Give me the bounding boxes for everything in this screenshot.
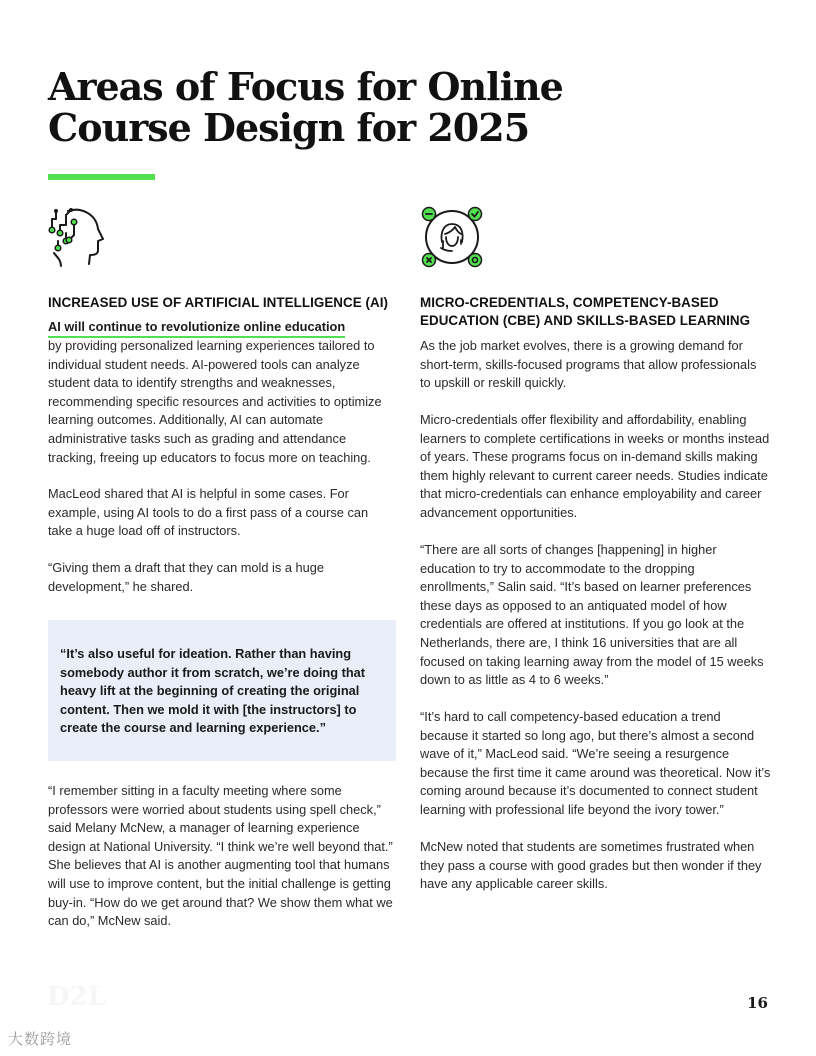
ai-paragraph-1: by providing personalized learning experiences tailored to individual student needs. AI-powered tools can analyze student data to identify strengths and weaknesses, recommending specific resources and activities to optimize learning outcomes. Additionally, AI can automate administrative tasks such as grading and attendance tracking, freeing up educators to focus more on teaching.	[48, 338, 382, 465]
cred-paragraph-3: “There are all sorts of changes [happening] in higher education to try to accommodate to the dropping enrollments,” Salin said. “It’s based on learner preferences these days as opposed to an antiquated model of how credentials are offered at institutions. If you go look at the Netherlands, there are, I think 16 universities that are all focused on taking learning away from the model of 15 weeks down to as little as 4 to 6 weeks.”	[420, 542, 764, 688]
brand-logo: D2L	[47, 982, 106, 1012]
section-heading-ai: INCREASED USE OF ARTIFICIAL INTELLIGENCE (AI)	[48, 295, 388, 310]
section-heading-credentials: MICRO-CREDENTIALS, COMPETENCY-BASED EDUCATION (CBE) AND SKILLS-BASED LEARNING	[420, 295, 751, 328]
ai-paragraph-3: “Giving them a draft that they can mold is a huge development,” he shared.	[48, 560, 324, 594]
page-number: 16	[747, 994, 768, 1012]
title-accent-rule	[48, 174, 155, 180]
ai-paragraph-4: “I remember sitting in a faculty meeting where some professors were worried about students using spell check,” said Melany McNew, a manager of learning experience design at National University. “I think we’re well beyond that.” She believes that AI is another augmenting tool that humans will use to improve content, but the initial challenge is getting buy-in. “How do we get around that? We show them what we can do,” McNew said.	[48, 783, 393, 929]
cred-paragraph-4: “It’s hard to call competency-based education a trend because it started so long ago, but there’s almost a second wave of it,” MacLeod said. “We’re seeing a resurgence because the first time it came around was theoretical. Now it’s coming around because it’s documented to connect student learning with professional life beyond the ivory tower.”	[420, 709, 771, 817]
lead-sentence-ai: AI will continue to revolutionize online education	[48, 318, 345, 338]
ai-paragraph-2: MacLeod shared that AI is helpful in some cases. For example, using AI tools to do a first pass of a course can take a huge load off of instructors.	[48, 486, 369, 539]
watermark-text: 大数跨境	[8, 1031, 73, 1048]
cred-paragraph-5: McNew noted that students are sometimes frustrated when they pass a course with good grades but then wonder if they have any applicable career skills.	[420, 839, 762, 892]
page-title: Areas of Focus for Online Course Design for 2025	[48, 64, 563, 150]
cred-paragraph-2: Micro-credentials offer flexibility and affordability, enabling learners to complete certifications in weeks or months instead of years. These programs focus on in-demand skills making them highly relevant to current career needs. Studies indicate that micro-credentials can enhance employability and career advancement opportunities.	[420, 412, 770, 520]
learner-credentials-icon	[419, 204, 485, 270]
ai-head-circuit-icon	[46, 203, 108, 269]
cred-paragraph-1: As the job market evolves, there is a growing demand for short-term, skills-focused programs that allow professionals to upskill or reskill quickly.	[420, 338, 757, 391]
pull-quote-text: “It’s also useful for ideation. Rather than having somebody author it from scratch, we’re doing that heavy lift at the beginning of creating the original content. Then we mold it with [the instructors] to create the course and learning experience.”	[60, 646, 366, 736]
